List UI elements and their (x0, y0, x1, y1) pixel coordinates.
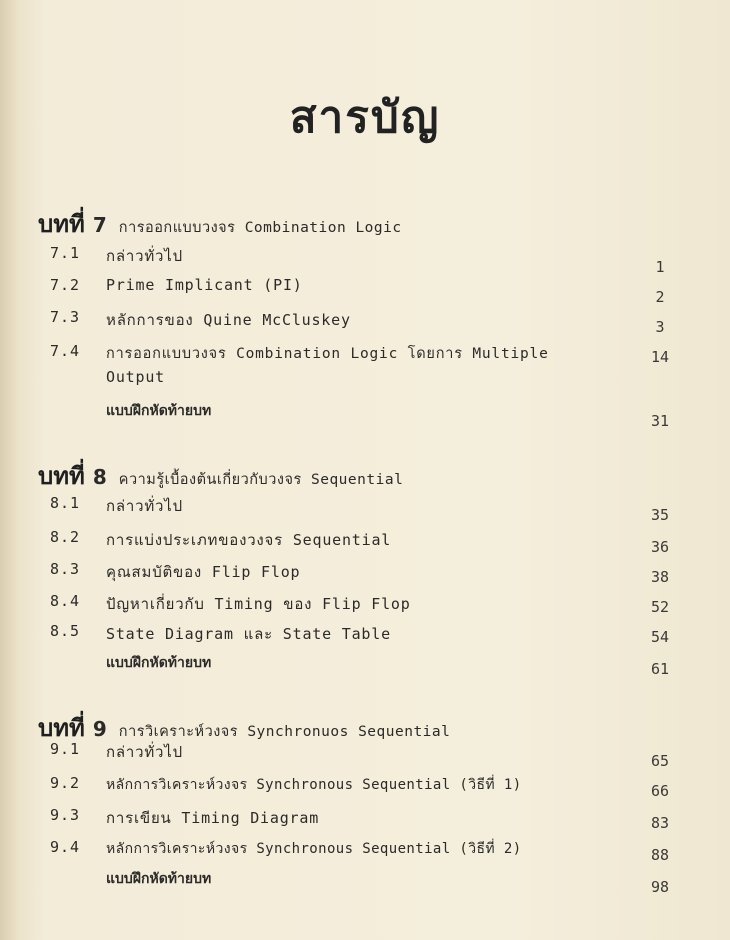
chapter-heading (38, 456, 403, 495)
section-number: 9.2 (50, 774, 81, 792)
section-title: กล่าวทั่วไป (106, 247, 183, 265)
exercise-page-number: 61 (650, 660, 670, 678)
page-number: 83 (650, 814, 670, 832)
section-number: 8.1 (50, 494, 81, 512)
chapter-word: บทที่ (38, 714, 85, 742)
section-title: การออกแบบวงจร Combination Logic โดยการ Multiple (106, 346, 549, 362)
section-title: การแบ่งประเภทของวงจร Sequential (106, 531, 392, 549)
toc-row[interactable] (0, 774, 730, 802)
section-title-continued: Output (106, 368, 165, 386)
toc-row[interactable] (0, 494, 730, 522)
toc-row[interactable] (0, 276, 730, 304)
exercise-page-number: 98 (650, 878, 670, 896)
page-number: 35 (650, 506, 670, 524)
toc-row[interactable] (0, 244, 730, 276)
section-number: 9.3 (50, 806, 81, 824)
chapter-title: ความรู้เบื้องต้นเกี่ยวกับวงจร Sequential (118, 472, 404, 488)
section-number: 8.2 (50, 528, 81, 546)
chapter-title: การวิเคราะห์วงจร Synchronuos Sequential (118, 724, 451, 740)
chapter-heading (38, 204, 402, 243)
chapter-word: บทที่ (38, 462, 85, 490)
page-number: 38 (650, 568, 670, 586)
exercise-label[interactable]: แบบฝึกหัดท้ายบท (106, 403, 212, 419)
section-number: 9.4 (50, 838, 81, 856)
page-number: 2 (655, 288, 665, 306)
section-number: 7.2 (50, 276, 81, 294)
section-number: 9.1 (50, 740, 81, 758)
toc-row[interactable] (0, 308, 730, 336)
section-number: 7.1 (50, 244, 81, 262)
section-title: กล่าวทั่วไป (106, 497, 183, 515)
section-title: กล่าวทั่วไป (106, 743, 183, 761)
section-title: ปัญหาเกี่ยวกับ Timing ของ Flip Flop (106, 595, 411, 613)
section-title: คุณสมบัติของ Flip Flop (106, 563, 301, 581)
toc-row[interactable] (0, 622, 730, 650)
chapter-word: บทที่ (38, 210, 85, 238)
chapter-number: 9 (92, 717, 107, 741)
toc-row[interactable] (0, 528, 730, 556)
section-title: หลักการวิเคราะห์วงจร Synchronous Sequential (วิธีที่ 2) (106, 841, 522, 857)
page-number: 65 (650, 752, 670, 770)
section-title: หลักการของ Quine McCluskey (106, 311, 351, 329)
page-number: 14 (650, 348, 670, 366)
page-number: 52 (650, 598, 670, 616)
toc-row[interactable] (0, 806, 730, 834)
page-number: 36 (650, 538, 670, 556)
page-number: 66 (650, 782, 670, 800)
chapter-number: 8 (92, 465, 107, 489)
toc-row[interactable] (0, 592, 730, 620)
section-number: 7.4 (50, 342, 81, 360)
section-title: หลักการวิเคราะห์วงจร Synchronous Sequential (วิธีที่ 1) (106, 777, 522, 793)
chapter-number: 7 (92, 213, 107, 237)
page-title: สารบัญ (289, 92, 441, 143)
section-number: 8.4 (50, 592, 81, 610)
section-number: 7.3 (50, 308, 81, 326)
page-number: 3 (655, 318, 665, 336)
page-number: 88 (650, 846, 670, 864)
toc-row[interactable] (0, 838, 730, 866)
section-title: การเขียน Timing Diagram (106, 809, 320, 827)
section-number: 8.5 (50, 622, 81, 640)
toc-row[interactable] (0, 560, 730, 588)
section-title: Prime Implicant (PI) (106, 276, 303, 294)
page-number: 1 (655, 258, 665, 276)
section-title: State Diagram และ State Table (106, 625, 391, 643)
page-number: 54 (650, 628, 670, 646)
section-number: 8.3 (50, 560, 81, 578)
chapter-title: การออกแบบวงจร Combination Logic (118, 220, 402, 236)
toc-row[interactable] (0, 740, 730, 768)
exercise-label[interactable]: แบบฝึกหัดท้ายบท (106, 655, 212, 671)
toc-row[interactable] (0, 342, 730, 392)
exercise-page-number: 31 (650, 412, 670, 430)
exercise-label[interactable]: แบบฝึกหัดท้ายบท (106, 871, 212, 887)
